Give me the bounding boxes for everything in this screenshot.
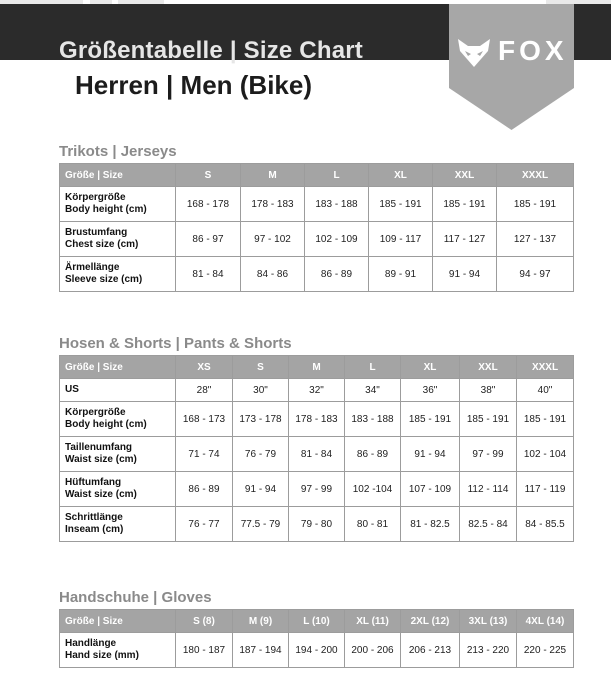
- column-header: L: [305, 164, 369, 187]
- table-row: [60, 507, 574, 542]
- column-header: S (8): [176, 610, 233, 633]
- table-cell: 91 - 94: [233, 472, 289, 507]
- column-header: L: [345, 356, 401, 379]
- column-header: 4XL (14): [517, 610, 574, 633]
- row-label: Taillenumfang Waist size (cm): [60, 437, 176, 472]
- table-cell: 84 - 85.5: [517, 507, 574, 542]
- table-cell: 185 - 191: [460, 402, 517, 437]
- table-row: [60, 472, 574, 507]
- table-cell: 84 - 86: [241, 257, 305, 292]
- column-header: S: [176, 164, 241, 187]
- table-cell: 183 - 188: [345, 402, 401, 437]
- table-cell: 109 - 117: [369, 222, 433, 257]
- brand-wordmark: FOX: [498, 35, 568, 66]
- table-cell: 38": [460, 379, 517, 402]
- table-header-row: [60, 164, 574, 187]
- table-cell: 102 -104: [345, 472, 401, 507]
- row-label: Brustumfang Chest size (cm): [60, 222, 176, 257]
- column-header: Größe | Size: [60, 356, 176, 379]
- table-cell: 91 - 94: [401, 437, 460, 472]
- section-title-pants: Hosen & Shorts | Pants & Shorts: [59, 335, 292, 352]
- column-header: XL: [401, 356, 460, 379]
- table-row: [60, 187, 574, 222]
- table-cell: 220 - 225: [517, 633, 574, 668]
- table-cell: 86 - 97: [176, 222, 241, 257]
- table-cell: 86 - 89: [345, 437, 401, 472]
- table-cell: 127 - 137: [497, 222, 574, 257]
- table-cell: 76 - 79: [233, 437, 289, 472]
- table-cell: 40": [517, 379, 574, 402]
- table-cell: 77.5 - 79: [233, 507, 289, 542]
- column-header: XL: [369, 164, 433, 187]
- table-row: [60, 222, 574, 257]
- column-header: M (9): [233, 610, 289, 633]
- table-cell: 82.5 - 84: [460, 507, 517, 542]
- table-cell: 34": [345, 379, 401, 402]
- section-title-jerseys: Trikots | Jerseys: [59, 143, 177, 160]
- section-title-gloves: Handschuhe | Gloves: [59, 589, 212, 606]
- table-cell: 81 - 82.5: [401, 507, 460, 542]
- page-subtitle: Herren | Men (Bike): [75, 70, 312, 100]
- column-header: Größe | Size: [60, 164, 176, 187]
- column-header: XXL: [433, 164, 497, 187]
- table-cell: 28": [176, 379, 233, 402]
- table-row: [60, 257, 574, 292]
- column-header: XXL: [460, 356, 517, 379]
- table-cell: 194 - 200: [289, 633, 345, 668]
- column-header: M: [241, 164, 305, 187]
- row-label: Handlänge Hand size (mm): [60, 633, 176, 668]
- table-cell: 206 - 213: [401, 633, 460, 668]
- table-cell: 168 - 173: [176, 402, 233, 437]
- table-cell: 36": [401, 379, 460, 402]
- table-cell: 185 - 191: [517, 402, 574, 437]
- table-cell: 187 - 194: [233, 633, 289, 668]
- table-cell: 213 - 220: [460, 633, 517, 668]
- table-cell: 79 - 80: [289, 507, 345, 542]
- row-label: Schrittlänge Inseam (cm): [60, 507, 176, 542]
- gloves-size-table: [59, 609, 574, 668]
- table-cell: 102 - 104: [517, 437, 574, 472]
- table-cell: 80 - 81: [345, 507, 401, 542]
- jerseys-size-table: [59, 163, 574, 292]
- table-cell: 117 - 127: [433, 222, 497, 257]
- column-header: XS: [176, 356, 233, 379]
- table-cell: 200 - 206: [345, 633, 401, 668]
- column-header: XXXL: [517, 356, 574, 379]
- table-cell: 89 - 91: [369, 257, 433, 292]
- table-cell: 91 - 94: [433, 257, 497, 292]
- table-cell: 185 - 191: [369, 187, 433, 222]
- column-header: 3XL (13): [460, 610, 517, 633]
- table-cell: 185 - 191: [401, 402, 460, 437]
- table-cell: 168 - 178: [176, 187, 241, 222]
- column-header: XL (11): [345, 610, 401, 633]
- table-cell: 81 - 84: [289, 437, 345, 472]
- column-header: S: [233, 356, 289, 379]
- table-row: [60, 379, 574, 402]
- table-cell: 185 - 191: [433, 187, 497, 222]
- row-label: Hüftumfang Waist size (cm): [60, 472, 176, 507]
- table-cell: 97 - 99: [289, 472, 345, 507]
- column-header: M: [289, 356, 345, 379]
- column-header: L (10): [289, 610, 345, 633]
- table-cell: 32": [289, 379, 345, 402]
- column-header: Größe | Size: [60, 610, 176, 633]
- table-cell: 86 - 89: [176, 472, 233, 507]
- table-cell: 97 - 102: [241, 222, 305, 257]
- table-header-row: [60, 610, 574, 633]
- table-cell: 117 - 119: [517, 472, 574, 507]
- table-cell: 86 - 89: [305, 257, 369, 292]
- row-label: Körpergröße Body height (cm): [60, 402, 176, 437]
- pants-size-table: [59, 355, 574, 542]
- table-cell: 173 - 178: [233, 402, 289, 437]
- row-label: Ärmellänge Sleeve size (cm): [60, 257, 176, 292]
- table-cell: 94 - 97: [497, 257, 574, 292]
- table-cell: 112 - 114: [460, 472, 517, 507]
- column-header: XXXL: [497, 164, 574, 187]
- table-cell: 81 - 84: [176, 257, 241, 292]
- table-cell: 178 - 183: [289, 402, 345, 437]
- table-row: [60, 437, 574, 472]
- table-cell: 76 - 77: [176, 507, 233, 542]
- row-label: Körpergröße Body height (cm): [60, 187, 176, 222]
- table-cell: 180 - 187: [176, 633, 233, 668]
- table-cell: 97 - 99: [460, 437, 517, 472]
- table-cell: 71 - 74: [176, 437, 233, 472]
- page-title: Größentabelle | Size Chart: [59, 37, 363, 64]
- column-header: 2XL (12): [401, 610, 460, 633]
- table-cell: 102 - 109: [305, 222, 369, 257]
- table-cell: 178 - 183: [241, 187, 305, 222]
- table-row: [60, 402, 574, 437]
- table-cell: 185 - 191: [497, 187, 574, 222]
- table-cell: 183 - 188: [305, 187, 369, 222]
- table-cell: 107 - 109: [401, 472, 460, 507]
- row-label: US: [60, 379, 176, 402]
- table-cell: 30": [233, 379, 289, 402]
- fox-head-icon: [457, 38, 491, 68]
- table-row: [60, 633, 574, 668]
- table-header-row: [60, 356, 574, 379]
